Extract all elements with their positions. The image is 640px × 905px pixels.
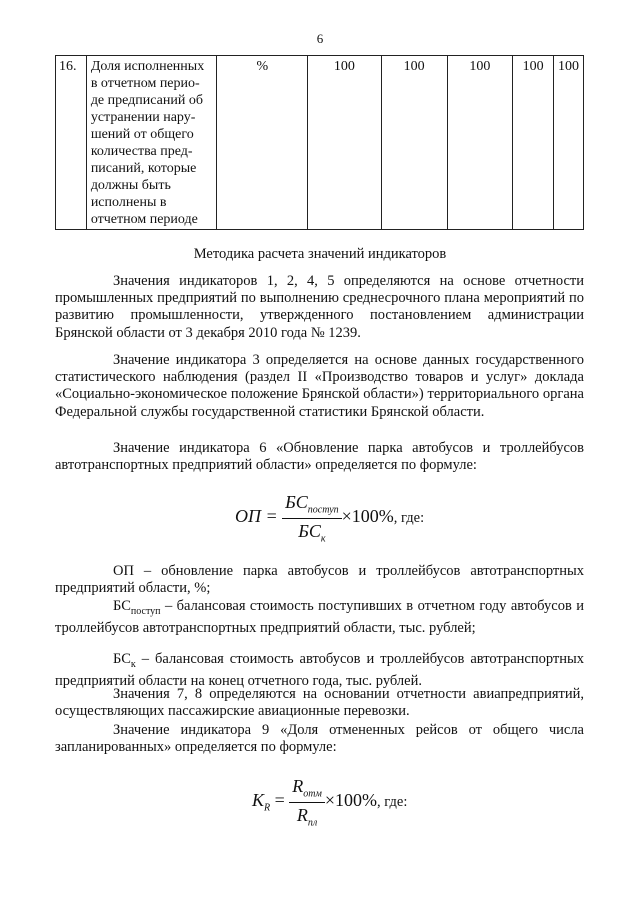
definition-bs-k-text: – балансовая стоимость автобусов и троллейбусов автотранспортных предприятий области на конец отчетного года, тыс. рублей. bbox=[55, 651, 584, 690]
paragraph-indicator-3: Значение индикатора 3 определяется на основе данных государственного статистического наблюдения (раздел II «Производство товаров и услуг» доклада «Социально-экономическое положение Брянской области») территориального органа Федеральной службы государственной статистики Брянской области. bbox=[55, 352, 584, 420]
value-cell: 100 bbox=[513, 56, 554, 230]
definition-bs-symbol: БС bbox=[113, 598, 131, 614]
indicators-table bbox=[55, 55, 584, 230]
paragraph-indicator-6: Значение индикатора 6 «Обновление парка автобусов и троллейбусов автотранспортных предприятий области» определяется по формуле: bbox=[55, 440, 584, 474]
value-cell: 100 bbox=[381, 56, 447, 230]
definition-bs-postup bbox=[55, 598, 584, 637]
table-row bbox=[56, 56, 584, 230]
formula-kr-fraction bbox=[289, 776, 325, 828]
paragraph-indicator-9: Значение индикатора 9 «Доля отмененных рейсов от общего числа запланированных» определяется по формуле: bbox=[55, 722, 584, 756]
formula-kr-denominator-sub: пл bbox=[307, 817, 318, 829]
formula-kr-multiplier: ×100% bbox=[324, 790, 378, 811]
formula-kr bbox=[252, 776, 407, 828]
value-cell: 100 bbox=[554, 56, 584, 230]
formula-kr-lhs: $K_R$ bbox=[252, 790, 271, 814]
paragraph-indicators-1-2-4-5: Значения индикаторов 1, 2, 4, 5 определяются на основе отчетности промышленных предприятий по выполнению среднесрочного плана мероприятий по развитию промышленности, утвержденного постановлением администрации Брянской области от 3 декабря 2010 года № 1239. bbox=[55, 273, 584, 341]
formula-op-fraction bbox=[282, 492, 341, 544]
formula-kr-numerator: R bbox=[292, 776, 304, 796]
definition-bs-symbol: БС bbox=[113, 651, 131, 667]
value-cell: 100 bbox=[308, 56, 382, 230]
formula-op-denominator: БС bbox=[298, 520, 321, 541]
formula-op-lhs: ОП = bbox=[235, 506, 278, 527]
unit-cell: % bbox=[217, 56, 308, 230]
section-title: Методика расчета значений индикаторов bbox=[193, 246, 447, 262]
definition-bs-postup-text: – балансовая стоимость поступивших в отчетном году автобусов и троллейбусов автотранспортных предприятий области, тыс. рублей; bbox=[55, 598, 584, 637]
definition-op: ОП – обновление парка автобусов и троллейбусов автотранспортных предприятий области, %; bbox=[55, 563, 584, 597]
formula-op-numerator: БС bbox=[285, 492, 308, 512]
formula-kr-where: , где: bbox=[377, 794, 408, 811]
formula-op-where: , где: bbox=[393, 510, 425, 527]
formula-kr-equals: = bbox=[270, 790, 285, 811]
definition-bs-postup-sub: поступ bbox=[130, 605, 161, 617]
definition-bs-k-sub: к bbox=[130, 658, 136, 670]
formula-op bbox=[235, 492, 424, 544]
formula-op-numerator-sub: поступ bbox=[307, 504, 339, 516]
indicator-name-cell: Доля исполненных в отчетном перио-де предписаний об устранении нару-шений от общего количества пред-писаний, которые должны быть исполнены в отчетном периоде bbox=[86, 56, 217, 230]
value-cell: 100 bbox=[447, 56, 513, 230]
page-number: 6 bbox=[316, 31, 324, 46]
formula-op-multiplier: ×100% bbox=[341, 506, 394, 527]
paragraph-indicators-7-8: Значения 7, 8 определяются на основании отчетности авиапредприятий, осуществляющих пассажирские авиационные перевозки. bbox=[55, 686, 584, 720]
row-number-cell: 16. bbox=[56, 56, 87, 230]
formula-kr-numerator-sub: отм bbox=[303, 788, 322, 800]
definition-bs-k bbox=[55, 651, 584, 690]
formula-op-denominator-sub: к bbox=[320, 533, 326, 545]
formula-kr-denominator: R bbox=[296, 804, 308, 825]
